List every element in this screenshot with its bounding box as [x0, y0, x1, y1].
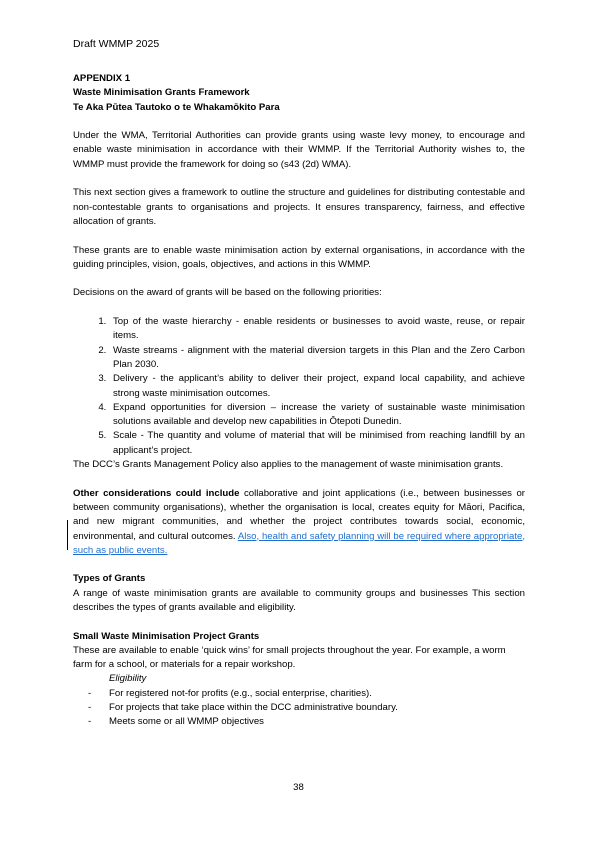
appendix-maori-title: Te Aka Pūtea Tautoko o te Whakamōkito Para	[73, 101, 280, 113]
eligibility-label: Eligibility	[109, 673, 147, 685]
policy-note: The DCC’s Grants Management Policy also applies to the management of waste minimisation grants.	[73, 459, 504, 471]
page-content	[73, 72, 525, 730]
appendix-title: Waste Minimisation Grants Framework	[73, 87, 250, 99]
tracked-change-text: Also, health and safety planning will be required where appropriate, such as public events.	[73, 530, 525, 556]
page-number: 38	[293, 782, 304, 793]
intro-paragraph-3: These grants are to enable waste minimisation action by external organisations, in accordance with the guiding principles, vision, goals, objectives, and actions in this WMMP.	[73, 244, 525, 270]
priority-item: 3. Delivery - the applicant’s ability to deliver their project, expand local capability, and achieve strong waste minimisation outcomes.	[109, 372, 525, 401]
priorities-list	[73, 315, 525, 458]
dash-bullet-icon: -	[88, 687, 92, 699]
small-grants-body: These are available to enable ‘quick wins’ for small projects throughout the year. For example, a worm farm for a school, or materials for a repair workshop.	[73, 644, 506, 671]
eligibility-item: - Meets some or all WMMP objectives	[73, 715, 525, 729]
priority-item: 4. Expand opportunities for diversion – increase the variety of sustainable waste minimisation solutions available and develop new capabilities in Ōtepoti Dunedin.	[109, 401, 525, 430]
priority-item: 1. Top of the waste hierarchy - enable residents or businesses to avoid waste, reuse, or repair items.	[109, 315, 525, 344]
dash-bullet-icon: -	[88, 716, 92, 728]
priority-item: 2. Waste streams - alignment with the material diversion targets in this Plan and the Zero Carbon Plan 2030.	[109, 344, 525, 373]
eligibility-item: - For registered not-for profits (e.g., social enterprise, charities).	[73, 687, 525, 701]
other-considerations-body: collaborative and joint applications (i.e., between businesses or between community organisations), whether the organisation is local, creates equity for Māori, Pacifica, and new migrant communities, and whether the project contributes towards social, economic, environmental, and cultural outcomes.	[73, 487, 525, 542]
draft-header: Draft WMMP 2025	[73, 38, 160, 50]
types-of-grants-heading: Types of Grants	[73, 573, 146, 585]
small-grants-heading: Small Waste Minimisation Project Grants	[73, 630, 260, 642]
other-considerations-lead: Other considerations could include	[73, 487, 240, 499]
intro-paragraph-1: Under the WMA, Territorial Authorities can provide grants using waste levy money, to encourage and enable waste minimisation in accordance with their WMMP. If the Territorial Authority wishes to, the WMMP must provide the framework for doing so (s43 (2d) WMA).	[73, 130, 525, 170]
types-of-grants-body: A range of waste minimisation grants are available to community groups and businesses This section describes the types of grants available and eligibility.	[73, 587, 525, 613]
intro-paragraph-4: Decisions on the award of grants will be based on the following priorities:	[73, 287, 382, 299]
appendix-label: APPENDIX 1	[73, 73, 131, 84]
intro-paragraph-2: This next section gives a framework to outline the structure and guidelines for distributing contestable and non-contestable grants to organisations and projects. It ensures transparency, fairness, and effective allocation of grants.	[73, 187, 525, 227]
eligibility-list	[73, 687, 525, 730]
priority-item: 5. Scale - The quantity and volume of material that will be minimised from reaching landfill by an applicant’s project.	[109, 429, 525, 458]
dash-bullet-icon: -	[88, 702, 92, 714]
tracked-change-bar	[67, 520, 68, 550]
eligibility-item: - For projects that take place within the DCC administrative boundary.	[73, 701, 525, 715]
other-considerations-paragraph	[73, 487, 525, 558]
